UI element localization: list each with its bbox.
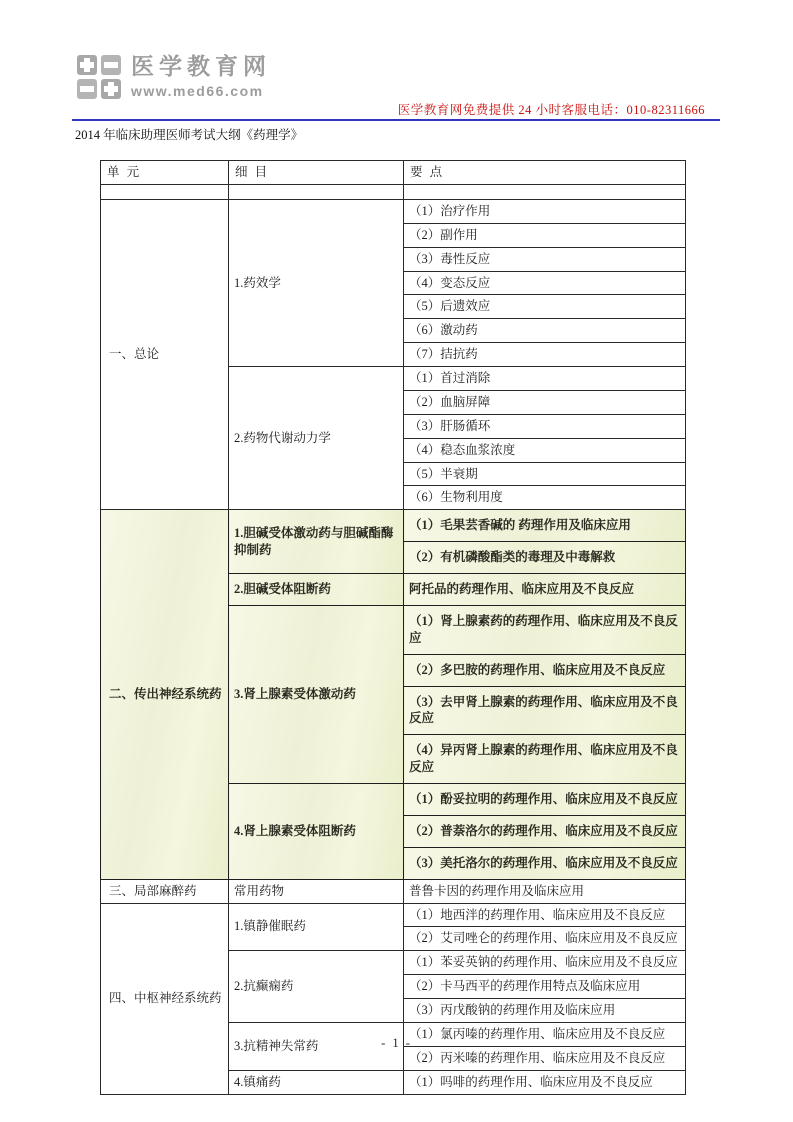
point-cell: （2）卡马西平的药理作用特点及临床应用	[404, 975, 686, 999]
empty-cell	[101, 184, 229, 199]
point-cell: （3）美托洛尔的药理作用、临床应用及不良反应	[404, 847, 686, 879]
page-title: 2014 年临床助理医师考试大纲《药理学》	[75, 128, 304, 142]
logo-name: 医学教育网	[131, 53, 271, 79]
point-cell: （3）肝肠循环	[404, 414, 686, 438]
point-cell: （2）血脑屏障	[404, 390, 686, 414]
detail-cell: 4.肾上腺素受体阻断药	[229, 784, 404, 880]
unit-cell: 二、传出神经系统药	[101, 510, 229, 879]
point-cell: （2）有机磷酸酯类的毒理及中毒解救	[404, 542, 686, 574]
point-cell: （3）去甲肾上腺素的药理作用、临床应用及不良反应	[404, 686, 686, 735]
table-row	[101, 903, 686, 927]
column-header: 细 目	[229, 161, 404, 185]
point-cell: 阿托品的药理作用、临床应用及不良反应	[404, 574, 686, 606]
detail-cell: 1.镇静催眠药	[229, 903, 404, 951]
point-cell: （2）普萘洛尔的药理作用、临床应用及不良反应	[404, 815, 686, 847]
detail-cell: 3.抗精神失常药	[229, 1022, 404, 1070]
point-cell: （1）肾上腺素药的药理作用、临床应用及不良反应	[404, 605, 686, 654]
point-cell: （1）吗啡的药理作用、临床应用及不良反应	[404, 1070, 686, 1094]
detail-cell: 1.药效学	[229, 199, 404, 366]
logo-text-block	[131, 54, 271, 99]
point-cell: （1）酚妥拉明的药理作用、临床应用及不良反应	[404, 784, 686, 816]
point-cell: （1）氯丙嗪的药理作用、临床应用及不良反应	[404, 1022, 686, 1046]
detail-cell: 3.肾上腺素受体激动药	[229, 605, 404, 783]
syllabus-table	[100, 160, 686, 1095]
detail-cell: 1.胆碱受体激动药与胆碱酯酶抑制药	[229, 510, 404, 574]
point-cell: （5）后遗效应	[404, 295, 686, 319]
table-row	[101, 199, 686, 223]
empty-cell	[229, 184, 404, 199]
point-cell: （4）稳态血浆浓度	[404, 438, 686, 462]
point-cell: （1）地西泮的药理作用、临床应用及不良反应	[404, 903, 686, 927]
table-header-row	[101, 161, 686, 185]
point-cell: （1）毛果芸香碱的 药理作用及临床应用	[404, 510, 686, 542]
divider-rule	[72, 119, 720, 121]
empty-cell	[404, 184, 686, 199]
point-cell: （4）异丙肾上腺素的药理作用、临床应用及不良反应	[404, 735, 686, 784]
logo-icon	[76, 54, 122, 100]
unit-cell: 四、中枢神经系统药	[101, 903, 229, 1094]
point-cell: （2）副作用	[404, 223, 686, 247]
detail-cell: 4.镇痛药	[229, 1070, 404, 1094]
detail-cell: 2.胆碱受体阻断药	[229, 574, 404, 606]
point-cell: （4）变态反应	[404, 271, 686, 295]
point-cell: （2）多巴胺的药理作用、临床应用及不良反应	[404, 654, 686, 686]
logo	[76, 54, 271, 100]
unit-cell: 三、局部麻醉药	[101, 879, 229, 903]
empty-row	[101, 184, 686, 199]
point-cell: （3）丙戊酸钠的药理作用及临床应用	[404, 999, 686, 1023]
point-cell: （1）首过消除	[404, 367, 686, 391]
point-cell: 普鲁卡因的药理作用及临床应用	[404, 879, 686, 903]
unit-cell: 一、总论	[101, 199, 229, 509]
detail-cell: 常用药物	[229, 879, 404, 903]
point-cell: （3）毒性反应	[404, 247, 686, 271]
service-hotline: 医学教育网免费提供 24 小时客服电话：010-82311666	[397, 103, 705, 117]
table-row	[101, 879, 686, 903]
table-row	[101, 510, 686, 542]
point-cell: （6）生物利用度	[404, 486, 686, 510]
detail-cell: 2.抗癫痫药	[229, 951, 404, 1023]
point-cell: （6）激动药	[404, 319, 686, 343]
column-header: 要 点	[404, 161, 686, 185]
logo-url: www.med66.com	[131, 83, 264, 100]
point-cell: （2）丙米嗪的药理作用、临床应用及不良反应	[404, 1046, 686, 1070]
point-cell: （2）艾司唑仑的药理作用、临床应用及不良反应	[404, 927, 686, 951]
column-header: 单 元	[101, 161, 229, 185]
page-number: - 1 -	[381, 1036, 412, 1050]
point-cell: （7）拮抗药	[404, 343, 686, 367]
detail-cell: 2.药物代谢动力学	[229, 367, 404, 510]
point-cell: （1）治疗作用	[404, 199, 686, 223]
point-cell: （1）苯妥英钠的药理作用、临床应用及不良反应	[404, 951, 686, 975]
point-cell: （5）半衰期	[404, 462, 686, 486]
